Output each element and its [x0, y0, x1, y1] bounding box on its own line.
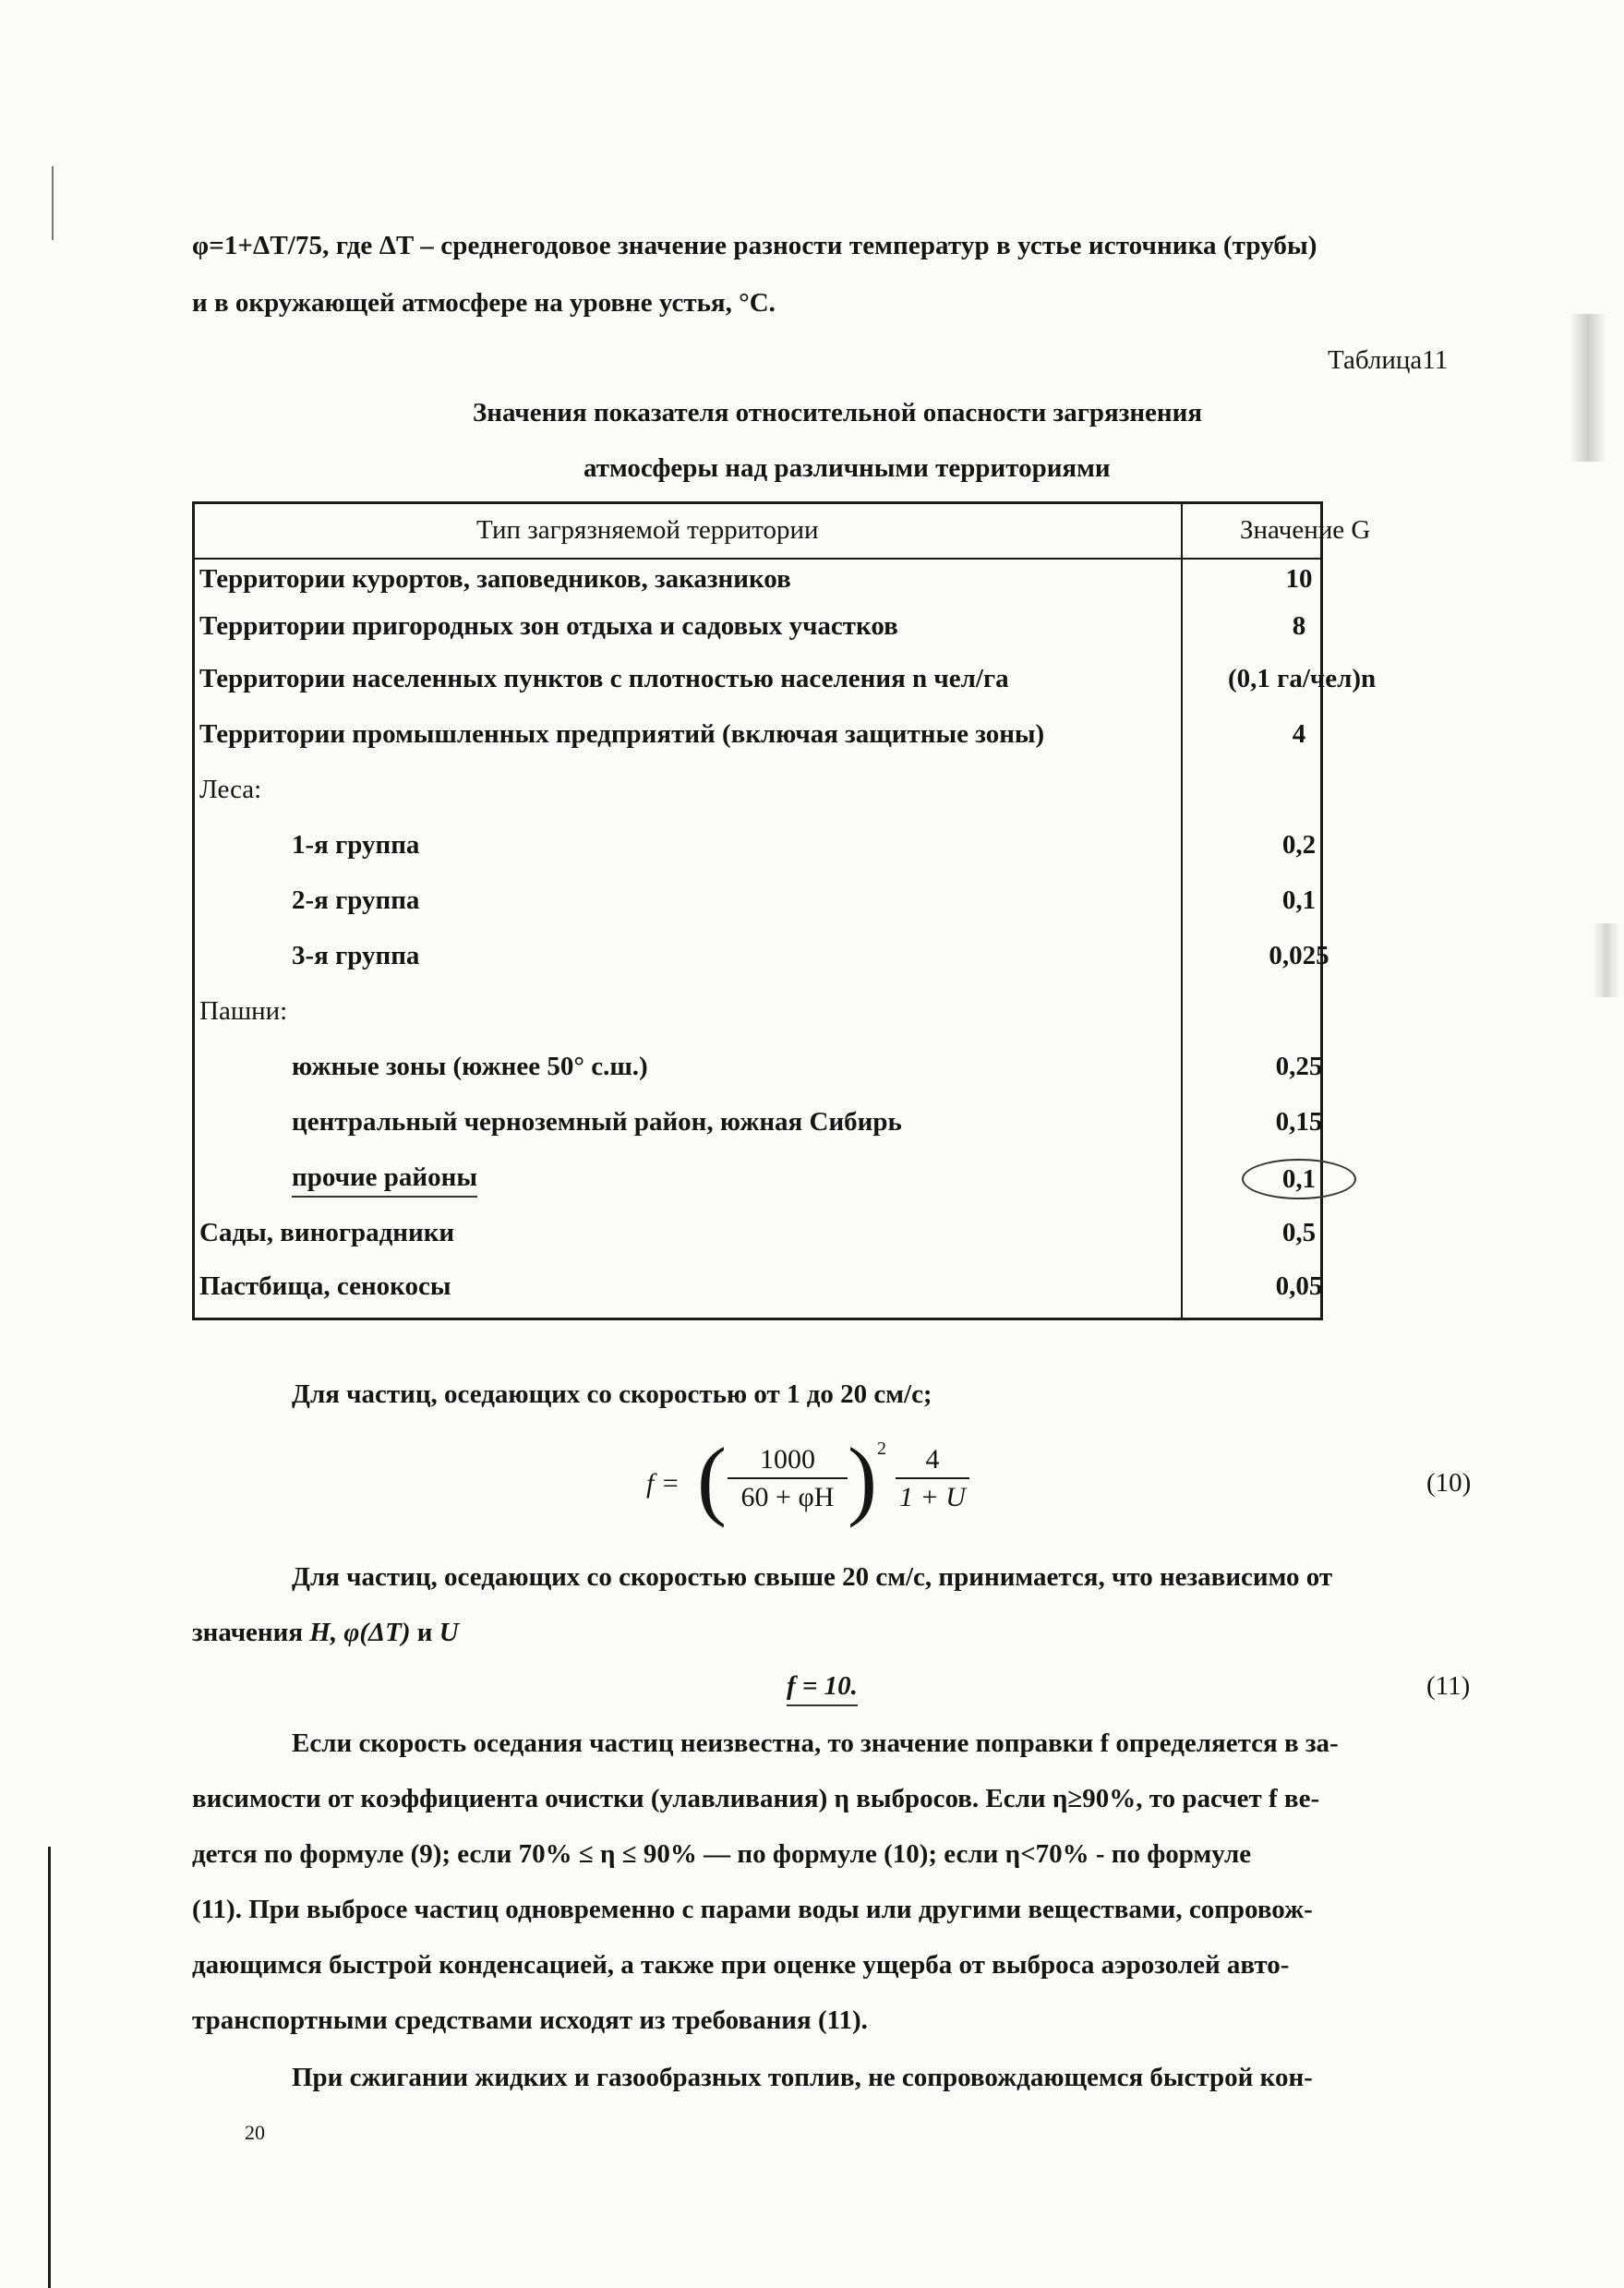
table-row-name: 1-я группа — [292, 830, 420, 860]
table-row-name: Территории населенных пунктов с плотностью населения n чел/га — [199, 664, 1009, 693]
paragraph-line: транспортными средствами исходят из требования (11). — [192, 2005, 868, 2035]
header-value-g: Значение G — [1240, 515, 1371, 545]
paragraph-large-particles-line-2 — [192, 1614, 459, 1651]
table-row-value: 8 — [1292, 611, 1306, 641]
paragraph-line: (11). При выбросе частиц одновременно с парами воды или другими веществами, сопровож- — [192, 1895, 1313, 1924]
formula-fraction-2 — [896, 1442, 969, 1516]
text-segment: значения — [192, 1618, 310, 1647]
table-row-value: 0,2 — [1281, 830, 1317, 860]
paragraph-small-particles: Для частиц, оседающих со скоростью от 1 до 20 см/с; — [292, 1379, 932, 1409]
table-row-value: 0,5 — [1281, 1218, 1317, 1247]
intro-line-1: φ=1+ΔT/75, где ΔT – среднегодовое значение разности температур в устье источника (трубы) — [192, 231, 1317, 260]
paragraph-line: висимости от коэффициента очистки (улавливания) η выбросов. Если η≥90%, то расчет f ве- — [192, 1784, 1320, 1813]
formula-lhs: f = — [646, 1468, 680, 1499]
formula-right-paren: ) — [848, 1429, 877, 1528]
table-row-name: Сады, виноградники — [199, 1218, 455, 1247]
paragraph-line: дающимся быстрой конденсацией, а также при оценке ущерба от выброса аэрозолей авто- — [192, 1950, 1290, 1980]
table-row-value: 0,1 — [1242, 1159, 1356, 1199]
table-row-value: (0,1 га/чел)n — [1228, 664, 1377, 693]
scan-edge-line — [48, 1847, 51, 2288]
table-row-value: 4 — [1292, 719, 1306, 749]
page-number: 20 — [245, 2121, 265, 2144]
text-segment: U — [439, 1618, 459, 1647]
table-row-value: 10 — [1285, 564, 1313, 594]
scan-edge-shadow — [1593, 923, 1620, 997]
header-divider — [195, 558, 1320, 560]
table-row-value: 0,15 — [1275, 1107, 1323, 1137]
scan-edge-line — [52, 166, 54, 240]
table-title-line-1: Значения показателя относительной опасности загрязнения — [473, 398, 1203, 427]
formula-denominator-1: 60 + φH — [740, 1482, 835, 1512]
table-row-name: 2-я группа — [292, 885, 420, 915]
scan-edge-shadow — [1570, 314, 1606, 462]
table-row-name: Пастбища, сенокосы — [199, 1271, 451, 1301]
table-row-value: 0,025 — [1269, 941, 1329, 970]
paragraph-line: Если скорость оседания частиц неизвестна, то значение поправки f определяется в за- — [292, 1728, 1339, 1758]
table-row-name: Леса: — [199, 775, 262, 804]
text-segment: H, φ(ΔT) — [309, 1618, 411, 1647]
paragraph-fuel-combustion: При сжигании жидких и газообразных топлив, не сопровождающемся быстрой кон- — [292, 2063, 1313, 2092]
formula-denominator-2: 1 + U — [899, 1482, 966, 1512]
formula-10-number: (10) — [1426, 1468, 1472, 1498]
formula-11: f = 10. — [787, 1668, 858, 1706]
formula-numerator-2: 4 — [896, 1442, 969, 1479]
text-segment: и — [410, 1618, 439, 1647]
table-row-name: Территории курортов, заповедников, заказников — [199, 564, 791, 594]
formula-10 — [646, 1429, 979, 1538]
table-row-name: южные зоны (южнее 50° с.ш.) — [292, 1052, 648, 1081]
table-label: Таблица11 — [1328, 345, 1449, 375]
formula-exponent: 2 — [877, 1439, 886, 1459]
table-row-name: Территории промышленных предприятий (включая защитные зоны) — [199, 719, 1045, 749]
table-row-name: центральный черноземный район, южная Сибирь — [292, 1107, 902, 1137]
table-row-name: прочие районы — [292, 1159, 477, 1198]
column-divider — [1181, 504, 1183, 1318]
table-row-name: 3-я группа — [292, 941, 420, 970]
paragraph-large-particles-line-1: Для частиц, оседающих со скоростью свыше 20 см/с, принимается, что независимо от — [292, 1562, 1333, 1592]
formula-left-paren: ( — [697, 1429, 727, 1528]
table-row-value: 0,1 — [1281, 885, 1317, 915]
formula-fraction-1 — [728, 1442, 848, 1516]
paragraph-line: дется по формуле (9); если 70% ≤ η ≤ 90% — по формуле (10); если η<70% - по формуле — [192, 1839, 1252, 1869]
formula-numerator-1: 1000 — [728, 1442, 848, 1479]
header-territory-type: Тип загрязняемой территории — [476, 515, 819, 545]
intro-line-2: и в окружающей атмосфере на уровне устья, °С. — [192, 288, 776, 318]
formula-11-number: (11) — [1426, 1671, 1471, 1701]
table-row-name: Территории пригородных зон отдыха и садовых участков — [199, 611, 898, 641]
table-title-line-2: атмосферы над различными территориями — [583, 453, 1111, 483]
table-row-value: 0,05 — [1275, 1271, 1323, 1301]
table-row-value: 0,25 — [1275, 1052, 1323, 1081]
table-row-name: Пашни: — [199, 996, 288, 1026]
